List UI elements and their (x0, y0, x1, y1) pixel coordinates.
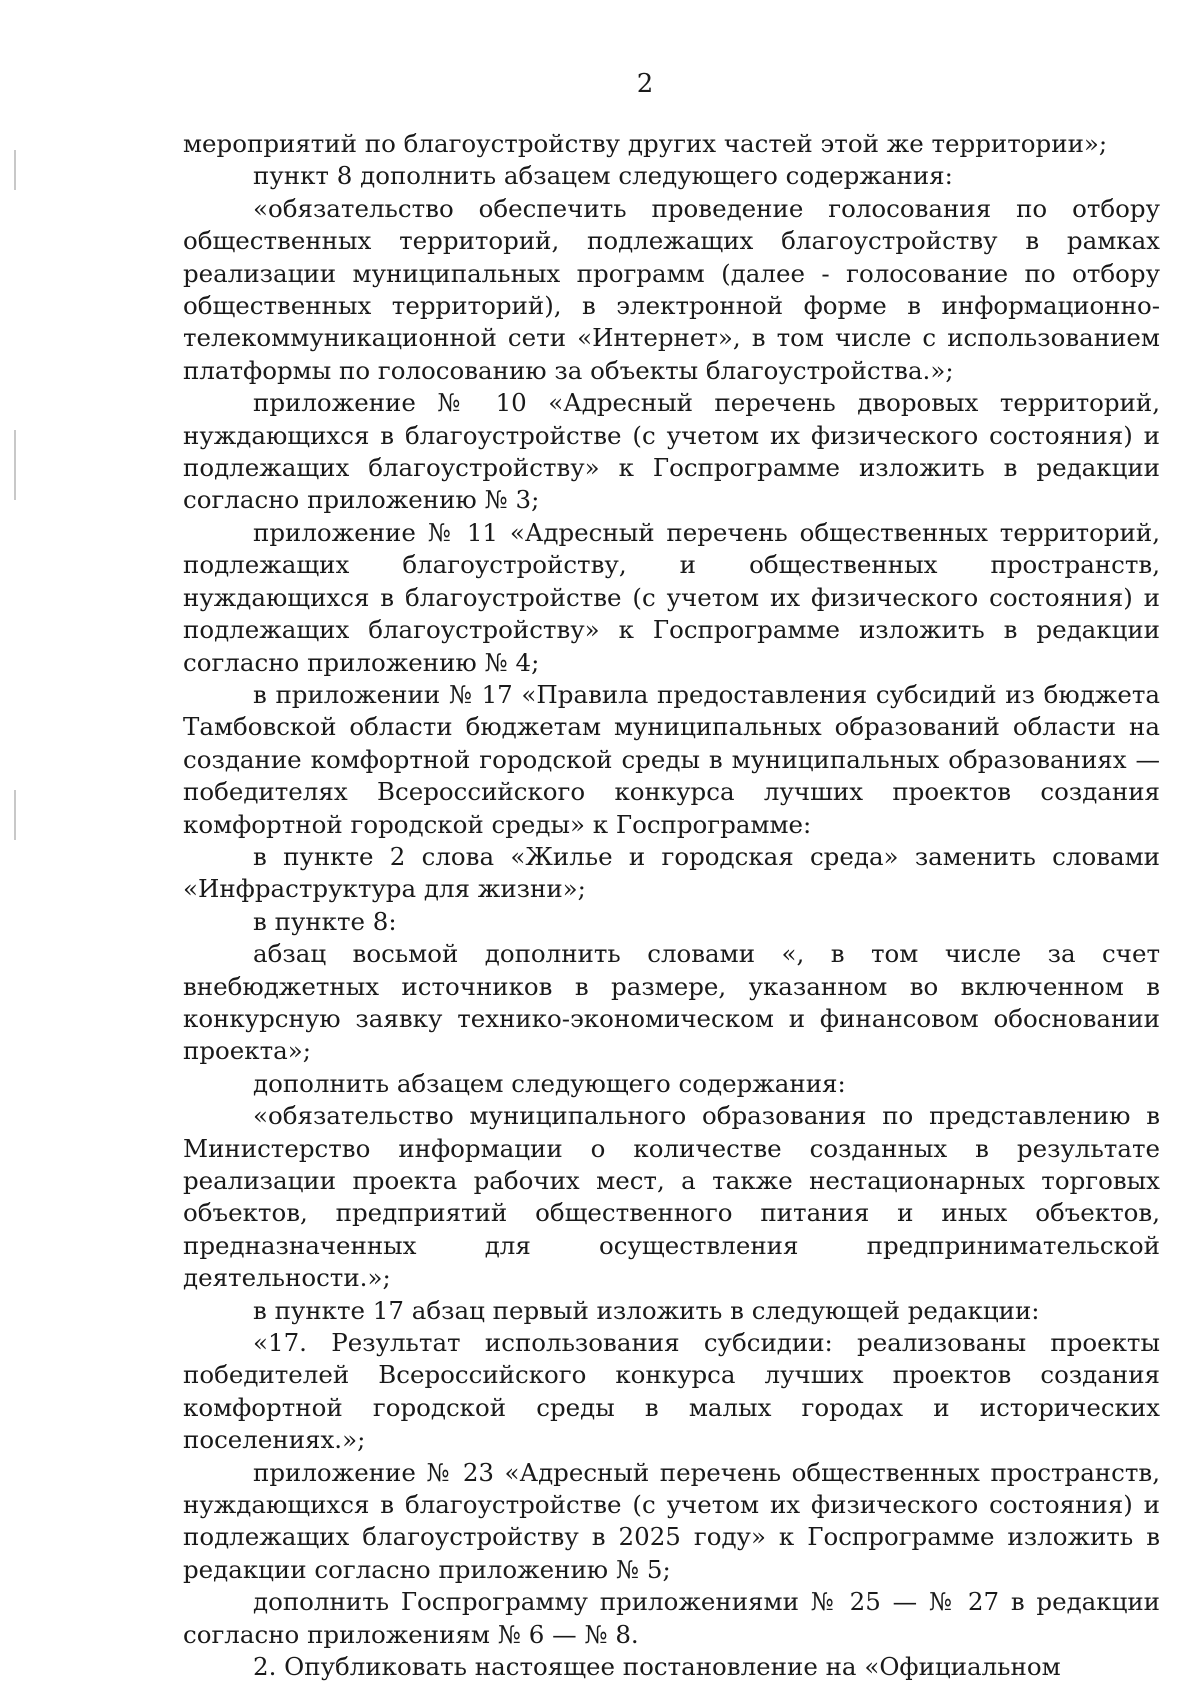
scan-edge-mark (14, 430, 16, 500)
paragraph: приложение № 11 «Адресный перечень общественных территорий, подлежащих благоустройству, и общественных пространств, нуждающихся в благоустройстве (с учетом их физического состояния) и подлежащих благоустройству» к Госпрограмме изложить в редакции согласно приложению № 4; (183, 517, 1160, 677)
paragraph: «обязательство муниципального образования по представлению в Министерство информации о количестве созданных в результате реализации проекта рабочих мест, а также нестационарных торговых объектов, предприятий общественного питания и иных объектов, предназначенных для осуществления предпринимательской деятельности.»; (183, 1101, 1160, 1293)
paragraph: «17. Результат использования субсидии: реализованы проекты победителей Всероссийского конкурса лучших проектов создания комфортной городской среды в малых городах и исторических поселениях.»; (183, 1328, 1160, 1455)
paragraph: в пункте 8: (253, 906, 397, 936)
paragraph: «обязательство обеспечить проведение голосования по отбору общественных территорий, подлежащих благоустройству в рамках реализации муниципальных программ (далее - голосование по отбору общественных территорий), в электронной форме в информационно-телекоммуникационной сети «Интернет», в том числе с использованием платформы по голосованию за объекты благоустройства.»; (183, 193, 1160, 385)
document-body (183, 128, 1160, 1684)
scan-edge-mark (14, 150, 16, 190)
paragraph: в пункте 17 абзац первый изложить в следующей редакции: (253, 1295, 1040, 1325)
paragraph: в приложении № 17 «Правила предоставления субсидий из бюджета Тамбовской области бюджетам муниципальных образований области на создание комфортной городской среды в муниципальных образованиях — победителях Всероссийского конкурса лучших проектов создания комфортной городской среды» к Госпрограмме: (183, 679, 1160, 839)
page-number: 2 (636, 69, 654, 99)
paragraph: приложение № 10 «Адресный перечень дворовых территорий, нуждающихся в благоустройстве (с учетом их физического состояния) и подлежащих благоустройству» к Госпрограмме изложить в редакции согласно приложению № 3; (183, 388, 1160, 515)
paragraph: 2. Опубликовать настоящее постановление на «Официальном (253, 1652, 1061, 1682)
paragraph: дополнить абзацем следующего содержания: (253, 1068, 846, 1098)
paragraph: приложение № 23 «Адресный перечень общественных пространств, нуждающихся в благоустройстве (с учетом их физического состояния) и подлежащих благоустройству в 2025 году» к Госпрограмме изложить в редакции согласно приложению № 5; (183, 1457, 1160, 1584)
paragraph: мероприятий по благоустройству других частей этой же территории»; (183, 129, 1108, 158)
paragraph: абзац восьмой дополнить словами «, в том числе за счет внебюджетных источников в размере, указанном во включенном в конкурсную заявку технико-экономическом и финансовом обосновании проекта»; (183, 939, 1160, 1066)
paragraph: дополнить Госпрограмму приложениями № 25 — № 27 в редакции согласно приложениям № 6 — № 8. (183, 1587, 1160, 1649)
paragraph: пункт 8 дополнить абзацем следующего содержания: (253, 161, 953, 191)
scan-edge-mark (14, 790, 16, 840)
paragraph: в пункте 2 слова «Жилье и городская среда» заменить словами «Инфраструктура для жизни»; (183, 841, 1160, 904)
